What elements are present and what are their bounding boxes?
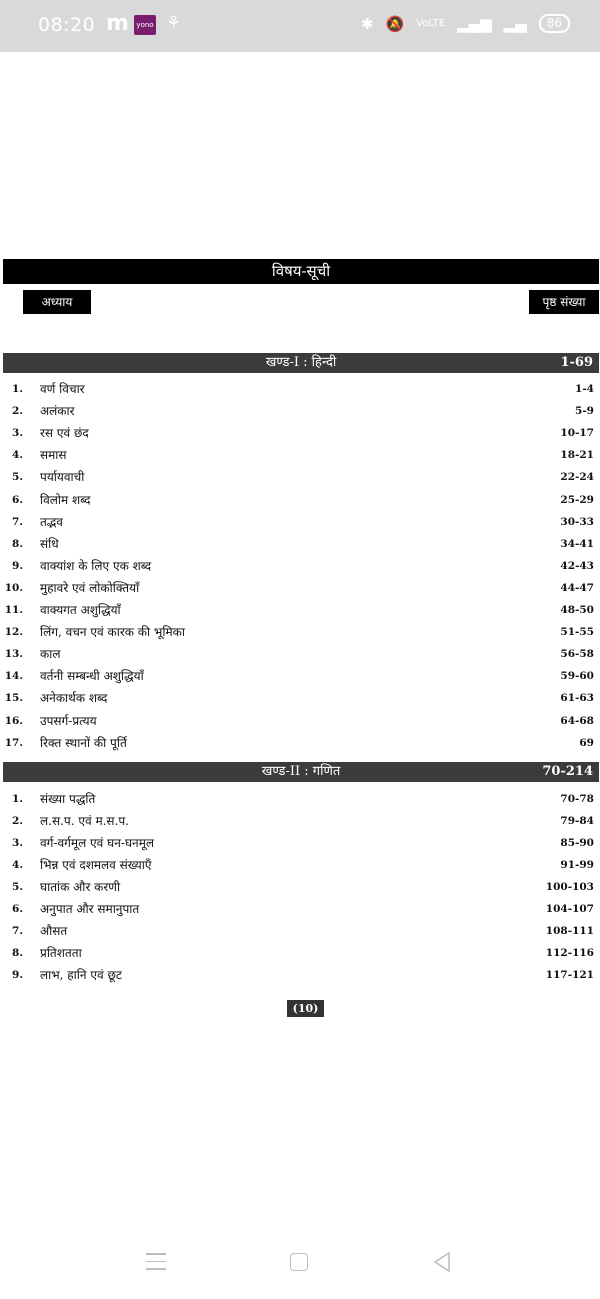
toc-row xyxy=(0,578,600,598)
toc-item-pages: 34-41 xyxy=(560,537,594,550)
toc-item-title: प्रतिशतता xyxy=(40,946,82,960)
toc-item-title: ल.स.प. एवं म.स.प. xyxy=(40,814,129,828)
section-title: खण्ड-II : गणित xyxy=(261,764,341,779)
page-number-header: पृष्ठ संख्या xyxy=(529,290,599,314)
toc-item-title: काल xyxy=(40,647,61,662)
toc-item-title: वर्ण विचार xyxy=(40,382,85,396)
toc-row xyxy=(0,512,600,532)
notification-muted-icon: ⚘ xyxy=(166,13,182,33)
toc-item-number: 3. xyxy=(12,427,23,440)
toc-row xyxy=(0,899,600,919)
toc-item-number: 5. xyxy=(12,881,23,893)
toc-row xyxy=(0,467,600,487)
page-number: (10) xyxy=(287,1000,324,1017)
toc-item-number: 11. xyxy=(4,604,23,616)
toc-item-number: 16. xyxy=(4,714,23,727)
toc-row xyxy=(0,423,600,443)
toc-item-title: लिंग, वचन एवं कारक की भूमिका xyxy=(40,625,185,640)
document-title: विषय-सूची xyxy=(3,259,599,284)
toc-item-number: 13. xyxy=(4,648,23,661)
toc-row xyxy=(0,877,600,897)
bluetooth-icon: ✱ xyxy=(360,14,374,33)
toc-item-title: अलंकार xyxy=(40,404,75,419)
toc-row xyxy=(0,490,600,510)
toc-row xyxy=(0,379,600,399)
toc-row xyxy=(0,855,600,875)
status-icons xyxy=(361,14,570,33)
toc-item-title: विलोम शब्द xyxy=(40,492,91,507)
toc-item-title: रिक्त स्थानों की पूर्ति xyxy=(40,735,127,750)
toc-item-number: 10. xyxy=(4,581,23,594)
toc-item-number: 14. xyxy=(4,670,23,683)
toc-item-title: लाभ, हानि एवं छूट xyxy=(40,968,122,982)
toc-row xyxy=(0,943,600,963)
toc-item-pages: 85-90 xyxy=(560,837,594,849)
toc-row xyxy=(0,733,600,753)
toc-row xyxy=(0,600,600,620)
toc-item-number: 5. xyxy=(12,471,23,484)
section-range: 1-69 xyxy=(560,355,593,370)
toc-row xyxy=(0,688,600,708)
volte-icon: VoLTE xyxy=(416,17,446,29)
toc-item-title: अनुपात और समानुपात xyxy=(40,902,140,916)
toc-item-number: 9. xyxy=(12,559,23,572)
toc-item-pages: 61-63 xyxy=(560,692,594,705)
toc-row xyxy=(0,534,600,554)
toc-item-pages: 48-50 xyxy=(560,604,594,616)
toc-item-number: 17. xyxy=(4,736,23,749)
yono-app-icon: yono xyxy=(134,15,156,35)
menu-icon[interactable] xyxy=(146,1253,166,1271)
toc-item-pages: 44-47 xyxy=(560,581,594,594)
toc-row xyxy=(0,644,600,664)
toc-item-number: 1. xyxy=(12,383,23,395)
toc-item-pages: 30-33 xyxy=(560,515,594,528)
toc-item-title: संख्या पद्धति xyxy=(40,792,96,806)
toc-item-title: भिन्न एवं दशमलव संख्याएँ xyxy=(40,858,152,872)
toc-item-title: पर्यायवाची xyxy=(40,470,85,485)
toc-row xyxy=(0,666,600,686)
toc-row xyxy=(0,965,600,985)
toc-item-title: संधि xyxy=(40,536,59,551)
toc-row xyxy=(0,622,600,642)
toc-row xyxy=(0,445,600,465)
toc-item-number: 2. xyxy=(12,405,23,418)
toc-item-pages: 108-111 xyxy=(545,925,594,937)
toc-item-number: 7. xyxy=(12,515,23,528)
toc-item-pages: 22-24 xyxy=(560,471,594,484)
carrier-icon: m xyxy=(106,11,129,36)
toc-item-title: तद्भव xyxy=(40,514,63,529)
toc-item-pages: 42-43 xyxy=(560,559,594,572)
toc-item-number: 8. xyxy=(12,537,23,550)
toc-item-number: 4. xyxy=(12,859,23,871)
toc-item-pages: 91-99 xyxy=(560,859,594,871)
toc-item-number: 8. xyxy=(12,947,23,959)
toc-row xyxy=(0,811,600,831)
clock: 08:20 xyxy=(38,14,96,36)
toc-item-number: 9. xyxy=(12,969,23,981)
toc-item-number: 15. xyxy=(4,692,23,705)
toc-item-title: रस एवं छंद xyxy=(40,426,89,441)
section-header xyxy=(3,353,599,373)
toc-item-number: 6. xyxy=(12,903,23,915)
section-title: खण्ड-I : हिन्दी xyxy=(265,355,337,370)
toc-item-title: वर्तनी सम्बन्धी अशुद्धियाँ xyxy=(40,669,144,684)
status-bar xyxy=(0,0,600,52)
toc-item-pages: 51-55 xyxy=(560,626,594,639)
back-icon[interactable] xyxy=(432,1251,452,1273)
toc-item-title: अनेकार्थक शब्द xyxy=(40,691,108,706)
toc-item-pages: 5-9 xyxy=(575,405,594,418)
toc-item-number: 2. xyxy=(12,815,23,827)
battery-icon: 86 xyxy=(539,14,570,33)
toc-item-pages: 59-60 xyxy=(560,670,594,683)
toc-item-pages: 25-29 xyxy=(560,493,594,506)
signal-icon-2: ▂▄ xyxy=(503,14,527,33)
toc-item-title: घातांक और करणी xyxy=(40,880,121,894)
navigation-bar xyxy=(0,1240,600,1290)
toc-item-number: 4. xyxy=(12,449,23,462)
toc-item-pages: 70-78 xyxy=(560,793,594,805)
toc-row xyxy=(0,711,600,731)
toc-item-pages: 69 xyxy=(579,736,594,749)
toc-item-pages: 79-84 xyxy=(560,815,594,827)
toc-row xyxy=(0,556,600,576)
toc-item-pages: 1-4 xyxy=(575,383,594,395)
toc-item-title: समास xyxy=(40,448,67,463)
toc-row xyxy=(0,789,600,809)
toc-item-number: 7. xyxy=(12,925,23,937)
toc-item-title: वाक्यांश के लिए एक शब्द xyxy=(40,558,152,573)
toc-item-number: 12. xyxy=(4,626,23,639)
toc-item-number: 3. xyxy=(12,837,23,849)
signal-icon: ▂▄▆ xyxy=(457,14,492,33)
mute-icon: 🔕 xyxy=(385,14,405,33)
toc-item-title: औसत xyxy=(40,924,68,938)
toc-item-title: वाक्यगत अशुद्धियाँ xyxy=(40,603,121,617)
toc-row xyxy=(0,921,600,941)
toc-item-title: उपसर्ग-प्रत्यय xyxy=(40,713,97,728)
toc-item-number: 6. xyxy=(12,493,23,506)
toc-item-pages: 56-58 xyxy=(560,648,594,661)
toc-item-title: मुहावरे एवं लोकोक्तियाँ xyxy=(40,580,140,595)
toc-item-pages: 64-68 xyxy=(560,714,594,727)
toc-item-number: 1. xyxy=(12,793,23,805)
section-range: 70-214 xyxy=(542,764,593,779)
toc-item-pages: 112-116 xyxy=(545,947,594,959)
chapter-header: अध्याय xyxy=(23,290,91,314)
home-icon[interactable] xyxy=(290,1253,308,1271)
toc-item-pages: 10-17 xyxy=(560,427,594,440)
toc-item-pages: 117-121 xyxy=(545,969,594,981)
section-header xyxy=(3,762,599,782)
toc-item-pages: 100-103 xyxy=(545,881,594,893)
toc-item-pages: 18-21 xyxy=(560,449,594,462)
toc-row xyxy=(0,401,600,421)
toc-item-title: वर्ग-वर्गमूल एवं घन-घनमूल xyxy=(40,836,155,850)
toc-row xyxy=(0,833,600,853)
toc-item-pages: 104-107 xyxy=(545,903,594,915)
